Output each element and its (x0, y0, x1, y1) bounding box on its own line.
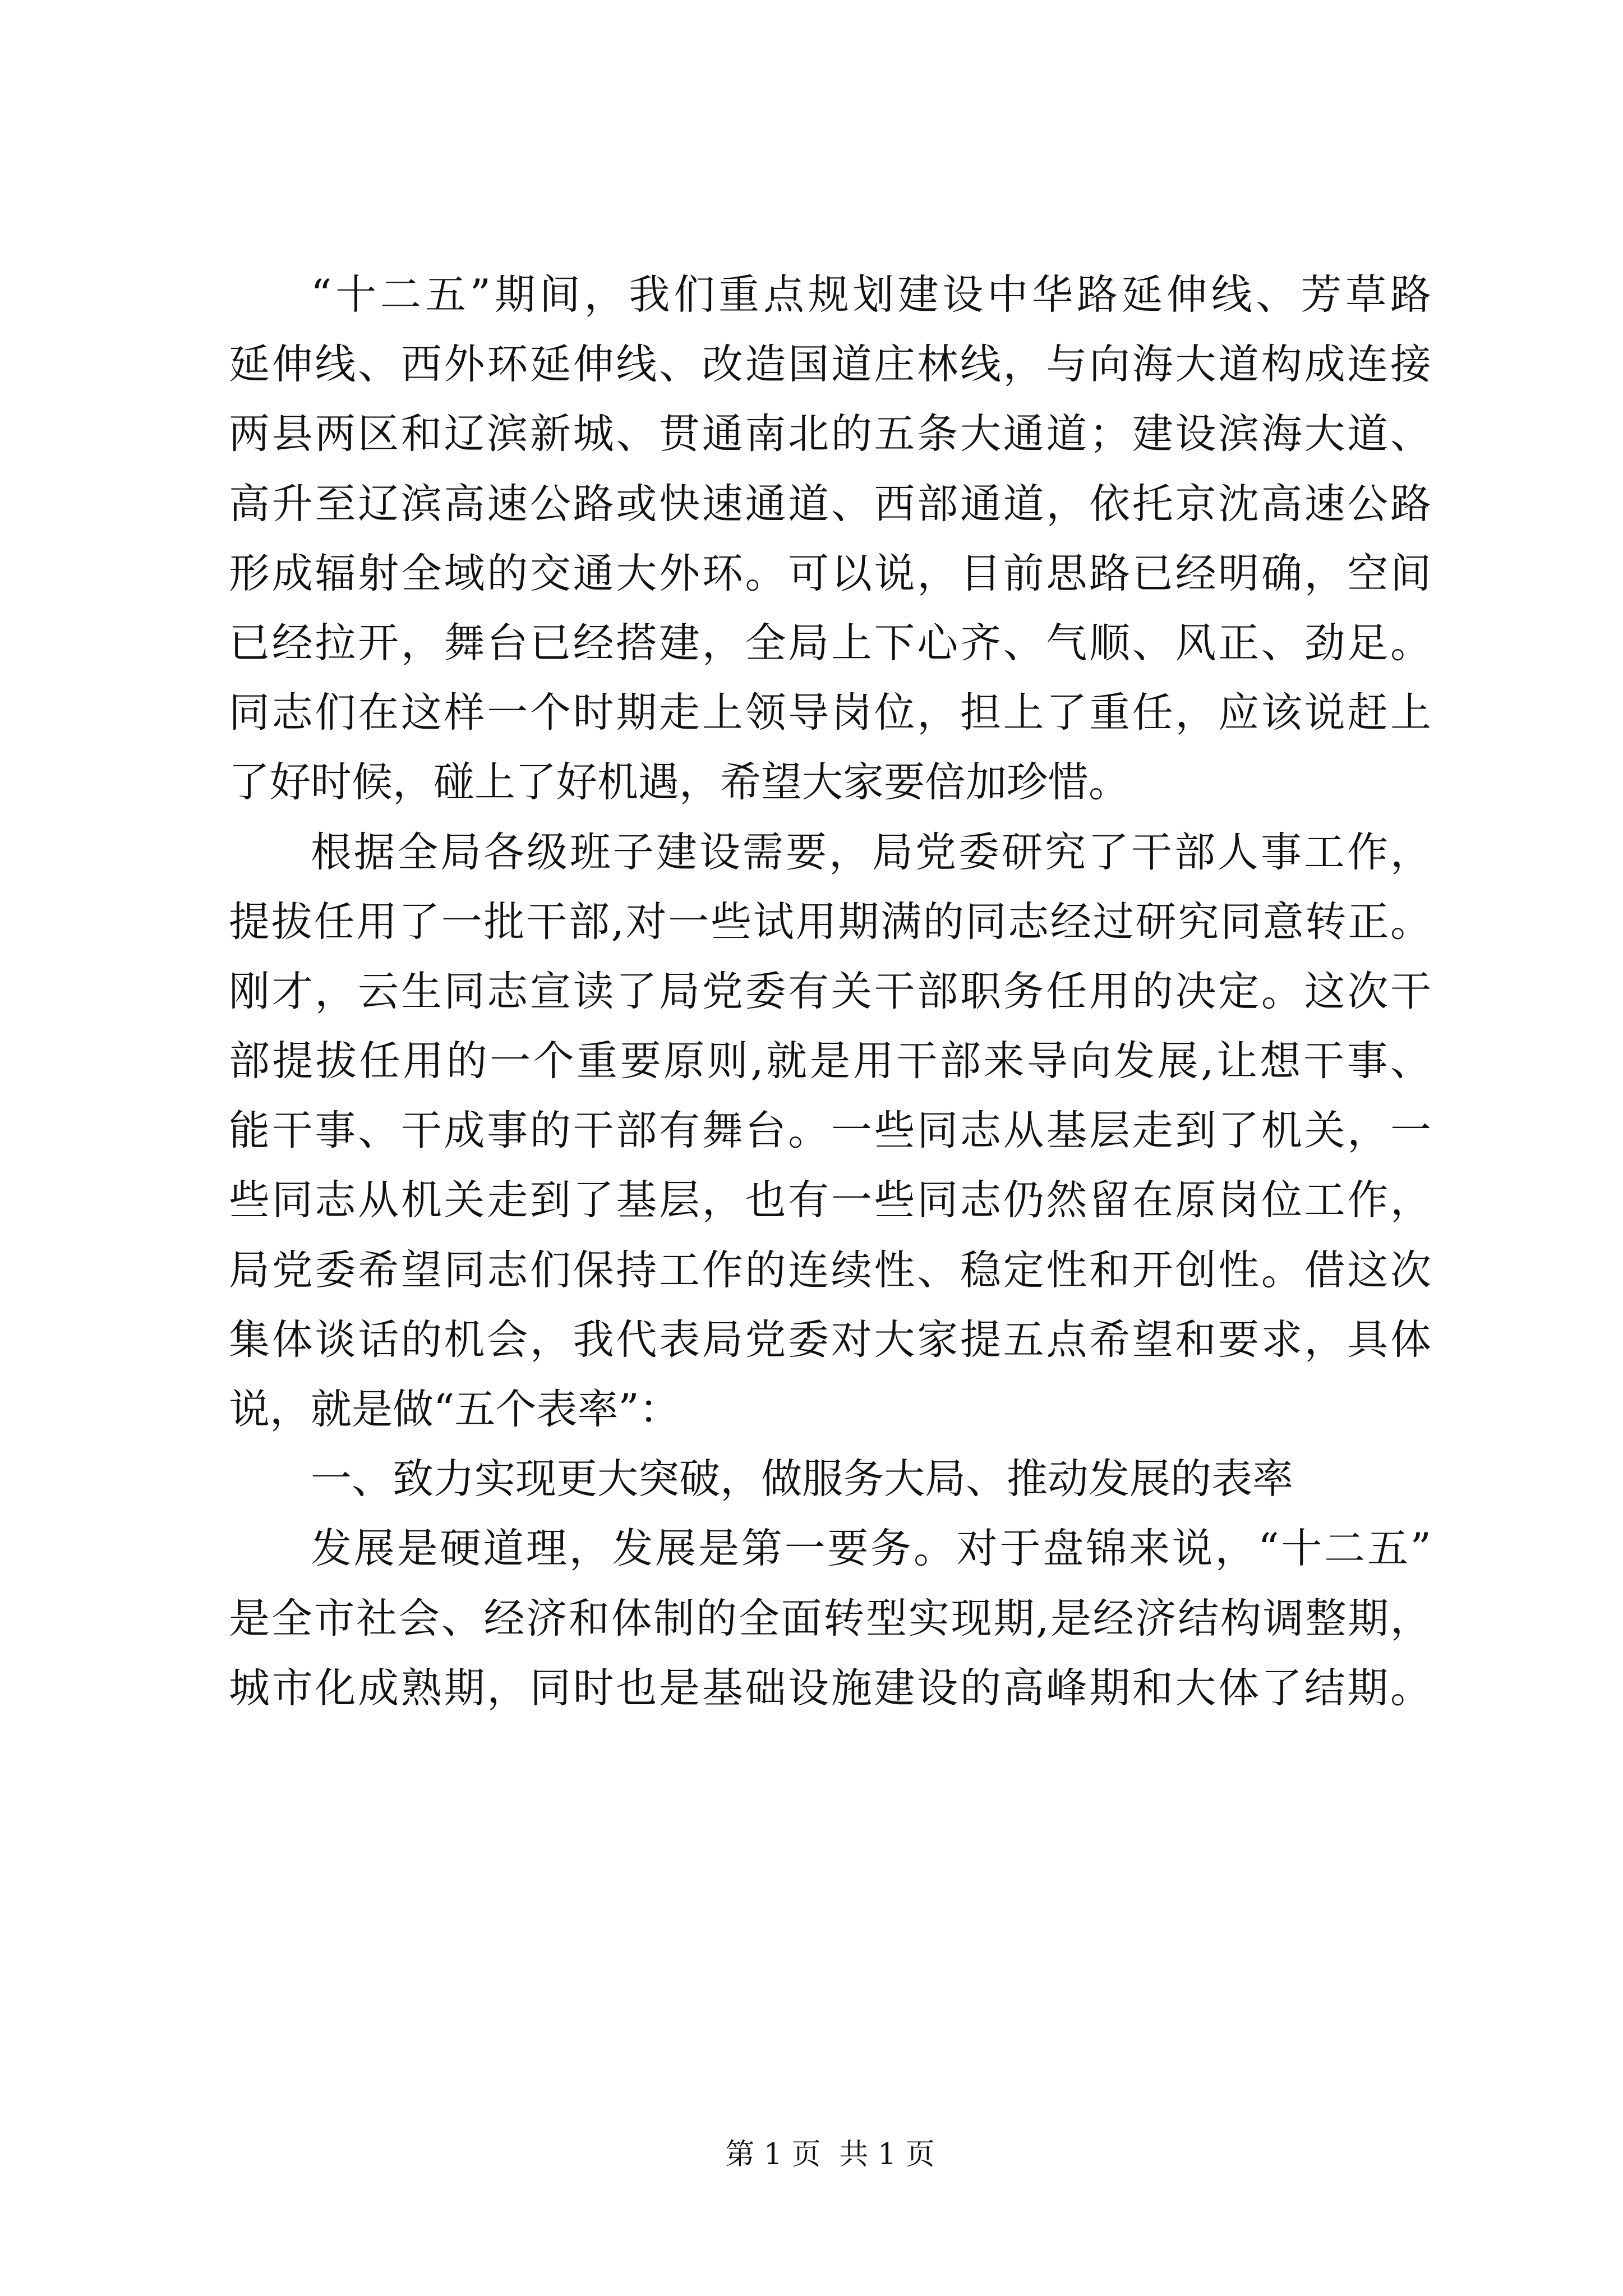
text-line: 形成辐射全域的交通大外环。可以说，目前思路已经明确，空间 (229, 549, 1431, 597)
text-line: 发展是硬道理，发展是第一要务。对于盘锦来说，“十二五” (311, 1525, 1431, 1573)
document-body (229, 260, 1431, 1723)
text-line: 了好时候，碰上了好机遇，希望大家要倍加珍惜。 (229, 758, 1129, 807)
text-line: 能干事、干成事的干部有舞台。一些同志从基层走到了机关，一 (229, 1107, 1431, 1155)
text-line: 延伸线、西外环延伸线、改造国道庄林线，与向海大道构成连接 (229, 341, 1431, 389)
paragraph (229, 260, 1431, 818)
text-line: “十二五”期间，我们重点规划建设中华路延伸线、芳草路 (311, 271, 1431, 319)
text-line: 部提拔任用的一个重要原则,就是用干部来导向发展,让想干事、 (229, 1037, 1431, 1085)
section-heading-text: 一、致力实现更大突破，做服务大局、推动发展的表率 (311, 1455, 1293, 1503)
text-line: 说，就是做“五个表率”： (229, 1386, 680, 1433)
paragraph (229, 818, 1431, 1445)
section-heading (229, 1444, 1431, 1514)
text-line: 刚才，云生同志宣读了局党委有关干部职务任用的决定。这次干 (229, 967, 1431, 1015)
text-line: 集体谈话的机会，我代表局党委对大家提五点希望和要求，具体 (229, 1315, 1431, 1364)
text-line: 局党委希望同志们保持工作的连续性、稳定性和开创性。借这次 (229, 1246, 1431, 1294)
text-line: 是全市社会、经济和体制的全面转型实现期,是经济结构调整期， (229, 1594, 1431, 1642)
page-footer: 第 1 页 共 1 页 (725, 2138, 935, 2171)
text-line: 两县两区和辽滨新城、贯通南北的五条大通道；建设滨海大道、 (229, 410, 1431, 458)
text-line: 城市化成熟期，同时也是基础设施建设的高峰期和大体了结期。 (229, 1664, 1431, 1712)
text-line: 提拔任用了一批干部,对一些试用期满的同志经过研究同意转正。 (229, 898, 1431, 946)
text-line: 根据全局各级班子建设需要，局党委研究了干部人事工作， (311, 828, 1431, 876)
text-line: 已经拉开，舞台已经搭建，全局上下心齐、气顺、风正、劲足。 (229, 619, 1431, 667)
text-line: 些同志从机关走到了基层，也有一些同志仍然留在原岗位工作， (229, 1176, 1431, 1225)
paragraph (229, 1514, 1431, 1723)
text-line: 高升至辽滨高速公路或快速通道、西部通道，依托京沈高速公路 (229, 480, 1431, 528)
text-line: 同志们在这样一个时期走上领导岗位，担上了重任，应该说赶上 (229, 689, 1431, 737)
